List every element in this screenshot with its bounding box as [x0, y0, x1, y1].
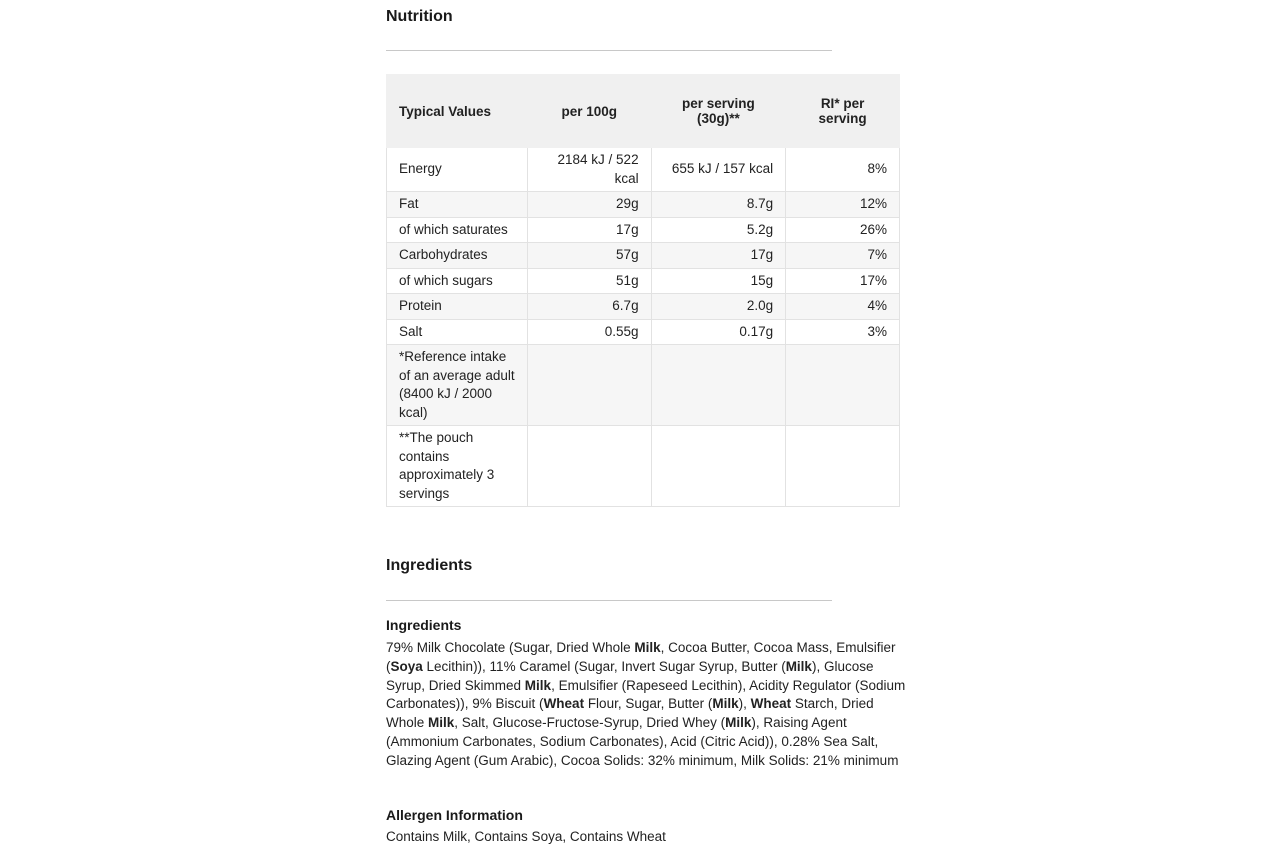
ingredients-heading: Ingredients [386, 557, 473, 574]
allergen-highlight: Milk [712, 696, 739, 712]
ri-value: 4% [786, 294, 900, 320]
per-100g-value: 51g [528, 268, 652, 294]
ingredients-divider [386, 600, 832, 601]
ingredient-text-segment: , Cocoa Butter, Cocoa Mass, Emulsifier ( [386, 640, 896, 674]
table-row [387, 268, 900, 294]
allergen-highlight: Milk [725, 715, 752, 731]
ingredient-text-segment: Starch, Dried Whole [386, 696, 874, 731]
ri-value: 3% [786, 319, 900, 345]
empty-cell [786, 426, 900, 507]
allergen-highlight: Wheat [543, 696, 585, 712]
empty-cell [528, 426, 652, 507]
header-ri-per-serving: RI* per serving [786, 75, 900, 148]
allergen-highlight: Milk [428, 715, 455, 731]
nutrition-heading: Nutrition [386, 8, 453, 25]
ri-value: 8% [786, 148, 900, 192]
table-row [387, 319, 900, 345]
reference-intake-note: *Reference intake of an average adult (8400 kJ / 2000 kcal) [387, 345, 528, 426]
empty-cell [651, 426, 786, 507]
nutrition-divider [386, 50, 832, 51]
per-100g-value: 57g [528, 243, 652, 269]
table-row [387, 294, 900, 320]
header-per-100g: per 100g [528, 75, 652, 148]
per-serving-value: 2.0g [651, 294, 786, 320]
empty-cell [786, 345, 900, 426]
ri-value: 26% [786, 217, 900, 243]
allergen-highlight: Milk [634, 640, 661, 655]
empty-cell [651, 345, 786, 426]
per-100g-value: 2184 kJ / 522 kcal [528, 148, 652, 192]
per-serving-value: 8.7g [651, 192, 786, 218]
ingredients-subheading: Ingredients [386, 617, 462, 633]
nutrient-name: Fat [387, 192, 528, 218]
ingredient-text-segment: 79% Milk Chocolate (Sugar, Dried Whole [386, 640, 635, 655]
nutrition-table [386, 74, 900, 507]
ri-value: 7% [786, 243, 900, 269]
per-serving-value: 655 kJ / 157 kcal [651, 148, 786, 192]
ri-value: 12% [786, 192, 900, 218]
per-100g-value: 6.7g [528, 294, 652, 320]
ingredient-text-segment: ), Glucose Syrup, Dried Skimmed [386, 658, 874, 693]
ingredient-text-segment: , Emulsifier (Rapeseed Lecithin), Acidity Regulator (Sodium Carbonates)), 9% Biscuit ( [386, 677, 906, 712]
ingredient-text-segment: Lecithin)), 11% Caramel (Sugar, Invert Sugar Syrup, Butter ( [422, 658, 786, 674]
allergen-heading: Allergen Information [386, 807, 523, 823]
per-100g-value: 17g [528, 217, 652, 243]
table-row [387, 192, 900, 218]
table-row [387, 345, 900, 426]
ingredient-text-segment: ), [738, 696, 751, 712]
allergen-text: Contains Milk, Contains Soya, Contains Wheat [386, 829, 666, 844]
per-serving-value: 17g [651, 243, 786, 269]
allergen-highlight: Milk [785, 658, 812, 674]
nutrient-name: of which sugars [387, 268, 528, 294]
nutrient-name: of which saturates [387, 217, 528, 243]
nutrient-name: Protein [387, 294, 528, 320]
servings-note: **The pouch contains approximately 3 servings [387, 426, 528, 507]
ingredients-text [386, 639, 906, 771]
ri-value: 17% [786, 268, 900, 294]
header-per-serving: per serving (30g)** [651, 75, 786, 148]
empty-cell [528, 345, 652, 426]
ingredient-text-segment: , Salt, Glucose-Fructose-Syrup, Dried Whey ( [454, 715, 726, 731]
allergen-highlight: Soya [390, 658, 423, 674]
table-row [387, 243, 900, 269]
nutrient-name: Carbohydrates [387, 243, 528, 269]
nutrition-header-row [387, 75, 900, 148]
nutrient-name: Energy [387, 148, 528, 192]
table-row [387, 426, 900, 507]
per-100g-value: 0.55g [528, 319, 652, 345]
per-serving-value: 5.2g [651, 217, 786, 243]
nutrient-name: Salt [387, 319, 528, 345]
ingredient-text-segment: Flour, Sugar, Butter ( [584, 696, 713, 712]
header-typical-values: Typical Values [387, 75, 528, 148]
allergen-highlight: Milk [524, 677, 552, 693]
table-row [387, 217, 900, 243]
allergen-highlight: Wheat [750, 696, 792, 712]
per-serving-value: 15g [651, 268, 786, 294]
ingredient-text-segment: ), Raising Agent (Ammonium Carbonates, Sodium Carbonates), Acid (Citric Acid)), 0.28% Sea Salt, Glazing Agent (Gum Arabic), Cocoa Solids: 32% minimum, Milk Solids: 21% minimum [386, 715, 899, 768]
table-row [387, 148, 900, 192]
per-100g-value: 29g [528, 192, 652, 218]
per-serving-value: 0.17g [651, 319, 786, 345]
